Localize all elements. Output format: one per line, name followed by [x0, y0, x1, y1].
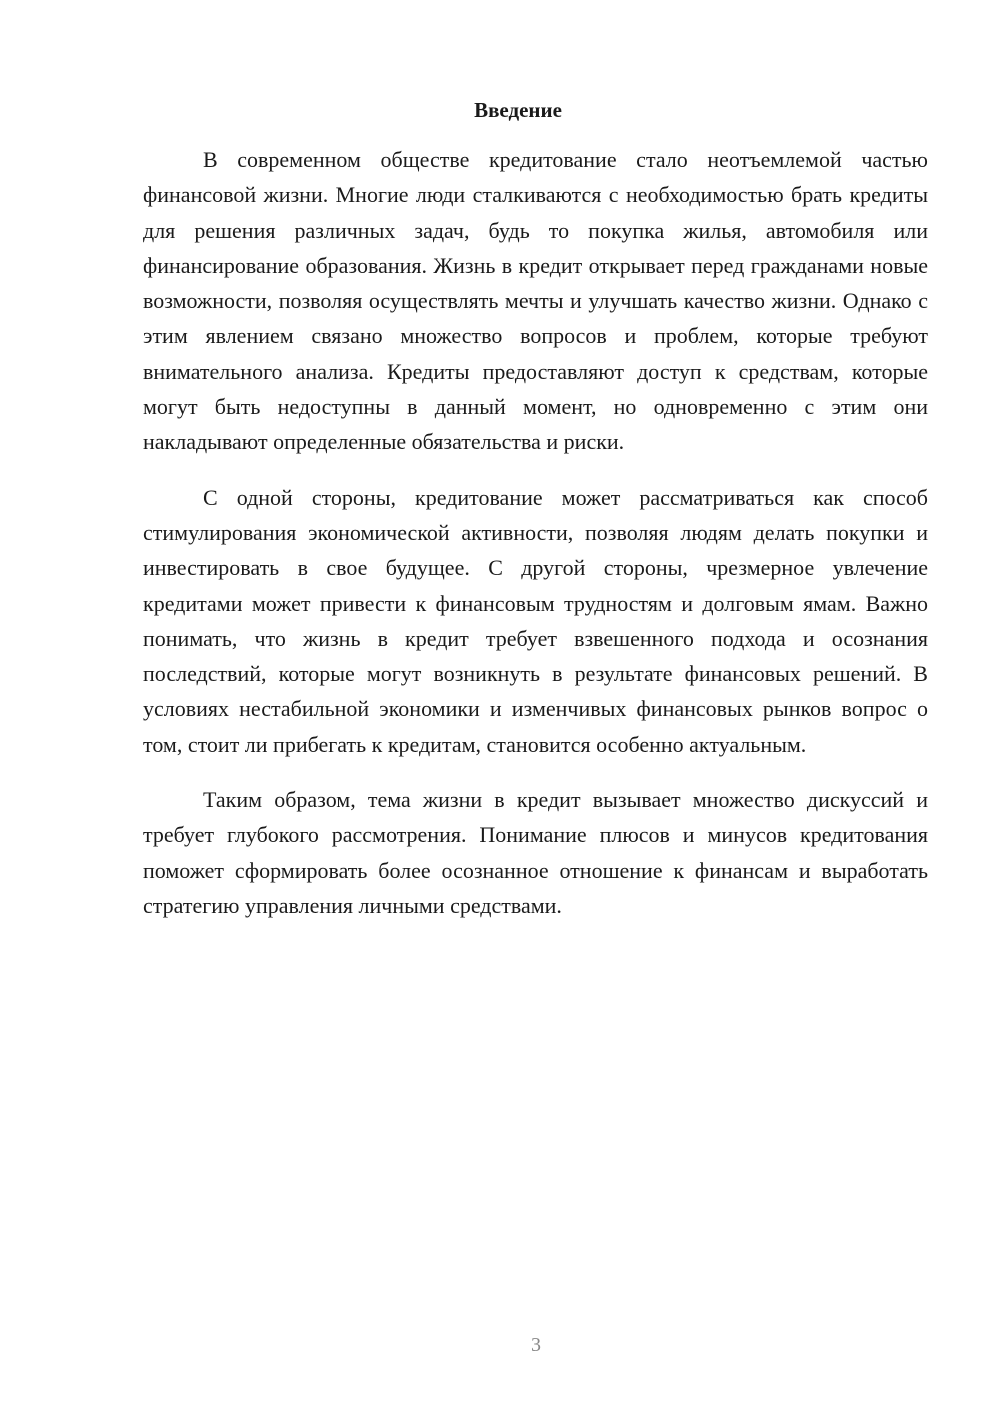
paragraph-1: В современном обществе кредитование стало неотъемлемой частью финансовой жизни. Многие люди сталкиваются с необходимостью брать кредиты для решения различных задач, будь то покупка жилья, автомобиля или финансирование образования. Жизнь в кредит открывает перед гражданами новые возможности, позволяя осуществлять мечты и улучшать качество жизни. Однако с этим явлением связано множество вопросов и проблем, которые требуют внимательного анализа. Кредиты предоставляют доступ к средствам, которые могут быть недоступны в данный момент, но одновременно с этим они накладывают определенные обязательства и риски.	[143, 147, 928, 455]
paragraph-2: С одной стороны, кредитование может рассматриваться как способ стимулирования экономической активности, позволяя людям делать покупки и инвестировать в свое будущее. С другой стороны, чрезмерное увлечение кредитами может привести к финансовым трудностям и долговым ямам. Важно понимать, что жизнь в кредит требует взвешенного подхода и осознания последствий, которые могут возникнуть в результате финансовых решений. В условиях нестабильной экономики и изменчивых финансовых рынков вопрос о том, стоит ли прибегать к кредитам, становится особенно актуальным.	[143, 484, 928, 757]
page-number: 3	[531, 1334, 541, 1356]
page-title: Введение	[474, 98, 562, 122]
paragraph-3: Таким образом, тема жизни в кредит вызывает множество дискуссий и требует глубокого рассмотрения. Понимание плюсов и минусов кредитования поможет сформировать более осознанное отношение к финансам и выработать стратегию управления личными средствами.	[143, 787, 928, 918]
body-text	[143, 142, 928, 923]
